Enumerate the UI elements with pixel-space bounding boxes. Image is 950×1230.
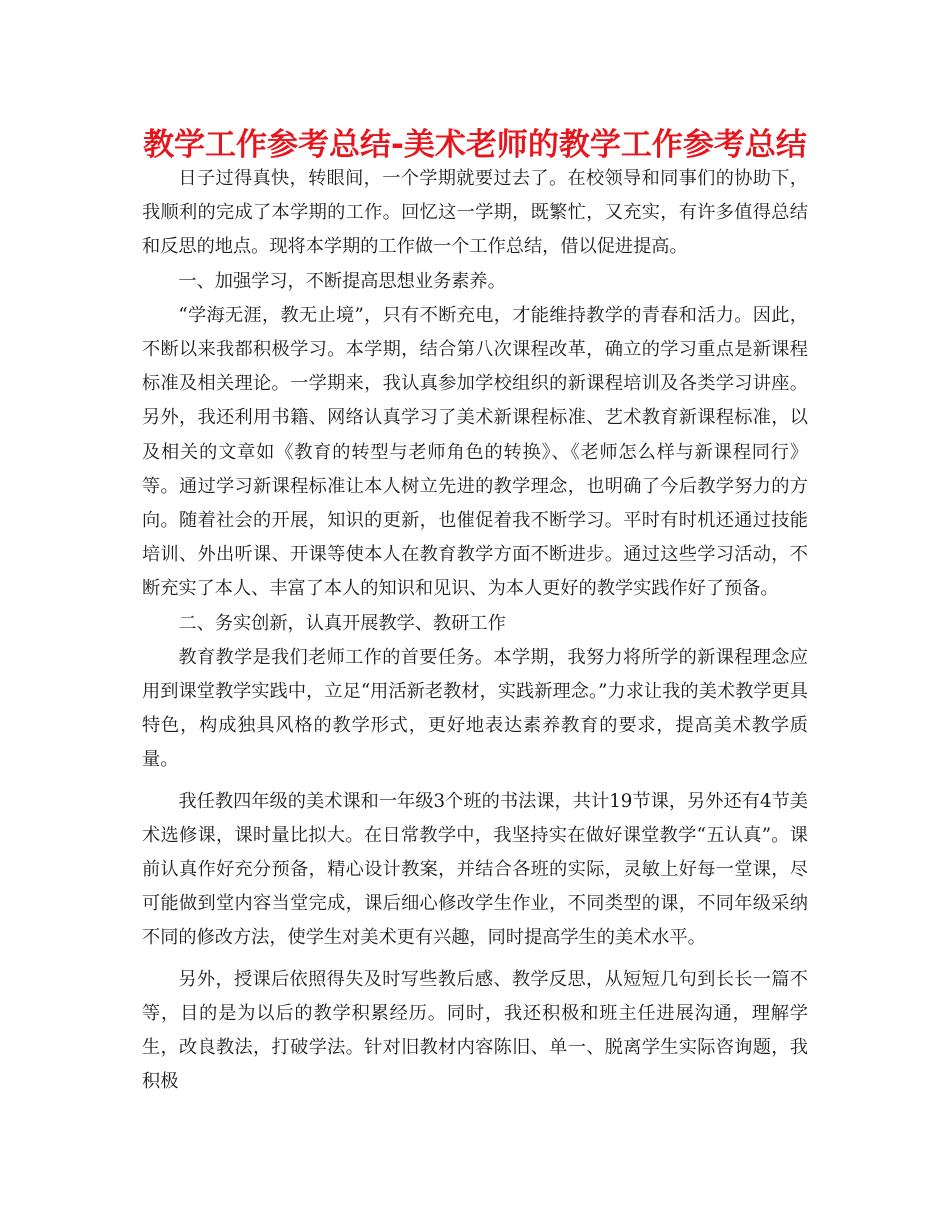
document-body <box>142 162 808 1099</box>
paragraph-intro: 日子过得真快，转眼间，一个学期就要过去了。在校领导和同事们的协助下，我顺利的完成了本学期的工作。回忆这一学期，既繁忙，又充实，有许多值得总结和反思的地点。现将本学期的工作做一个工作总结，借以促进提高。 <box>142 168 808 258</box>
paragraph-reflection: 另外，授课后依照得失及时写些教后感、教学反思，从短短几句到长长一篇不等，目的是为以后的教学积累经历。同时，我还积极和班主任进展沟通，理解学生，改良教法，打破学法。针对旧教材内容陈旧、单一、脱离学生实际咨询题，我积极 <box>142 968 808 1093</box>
paragraph-teaching: 教育教学是我们老师工作的首要任务。本学期，我努力将所学的新课程理念应用到课堂教学实践中，立足“用活新老教材，实践新理念。”力求让我的美术教学更具特色，构成独具风格的教学形式，更好地表达素养教育的要求，提高美术教学质量。 <box>142 646 808 771</box>
section-heading-2: 二、务实创新，认真开展教学、教研工作 <box>178 612 506 634</box>
paragraph-courses: 我任教四年级的美术课和一年级3个班的书法课，共计19节课，另外还有4节美术选修课，课时量比拟大。在日常教学中，我坚持实在做好课堂教学“五认真”。课前认真作好充分预备，精心设计教案，并结合各班的实际，灵敏上好每一堂课，尽可能做到堂内容当堂完成，课后细心修改学生作业，不同类型的课，不同年级采纳不同的修改方法，使学生对美术更有兴趣，同时提高学生的美术水平。 <box>142 790 808 949</box>
document-title: 教学工作参考总结-美术老师的教学工作参考总结 <box>143 127 807 163</box>
section-heading-1: 一、加强学习，不断提高思想业务素养。 <box>178 270 506 292</box>
paragraph-study: “学海无涯，教无止境”，只有不断充电，才能维持教学的青春和活力。因此，不断以来我都积极学习。本学期，结合第八次课程改革，确立的学习重点是新课程标准及相关理论。一学期来，我认真参加学校组织的新课程培训及各类学习讲座。另外，我还利用书籍、网络认真学习了美术新课程标准、艺术教育新课程标准，以及相关的文章如《教育的转型与老师角色的转换》、《老师怎么样与新课程同行》等。通过学习新课程标准让本人树立先进的教学理念，也明确了今后教学努力的方向。随着社会的开展，知识的更新，也催促着我不断学习。平时有时机还通过技能培训、外出听课、开课等使本人在教育教学方面不断进步。通过这些学习活动，不断充实了本人、丰富了本人的知识和见识、为本人更好的教学实践作好了预备。 <box>142 304 808 600</box>
